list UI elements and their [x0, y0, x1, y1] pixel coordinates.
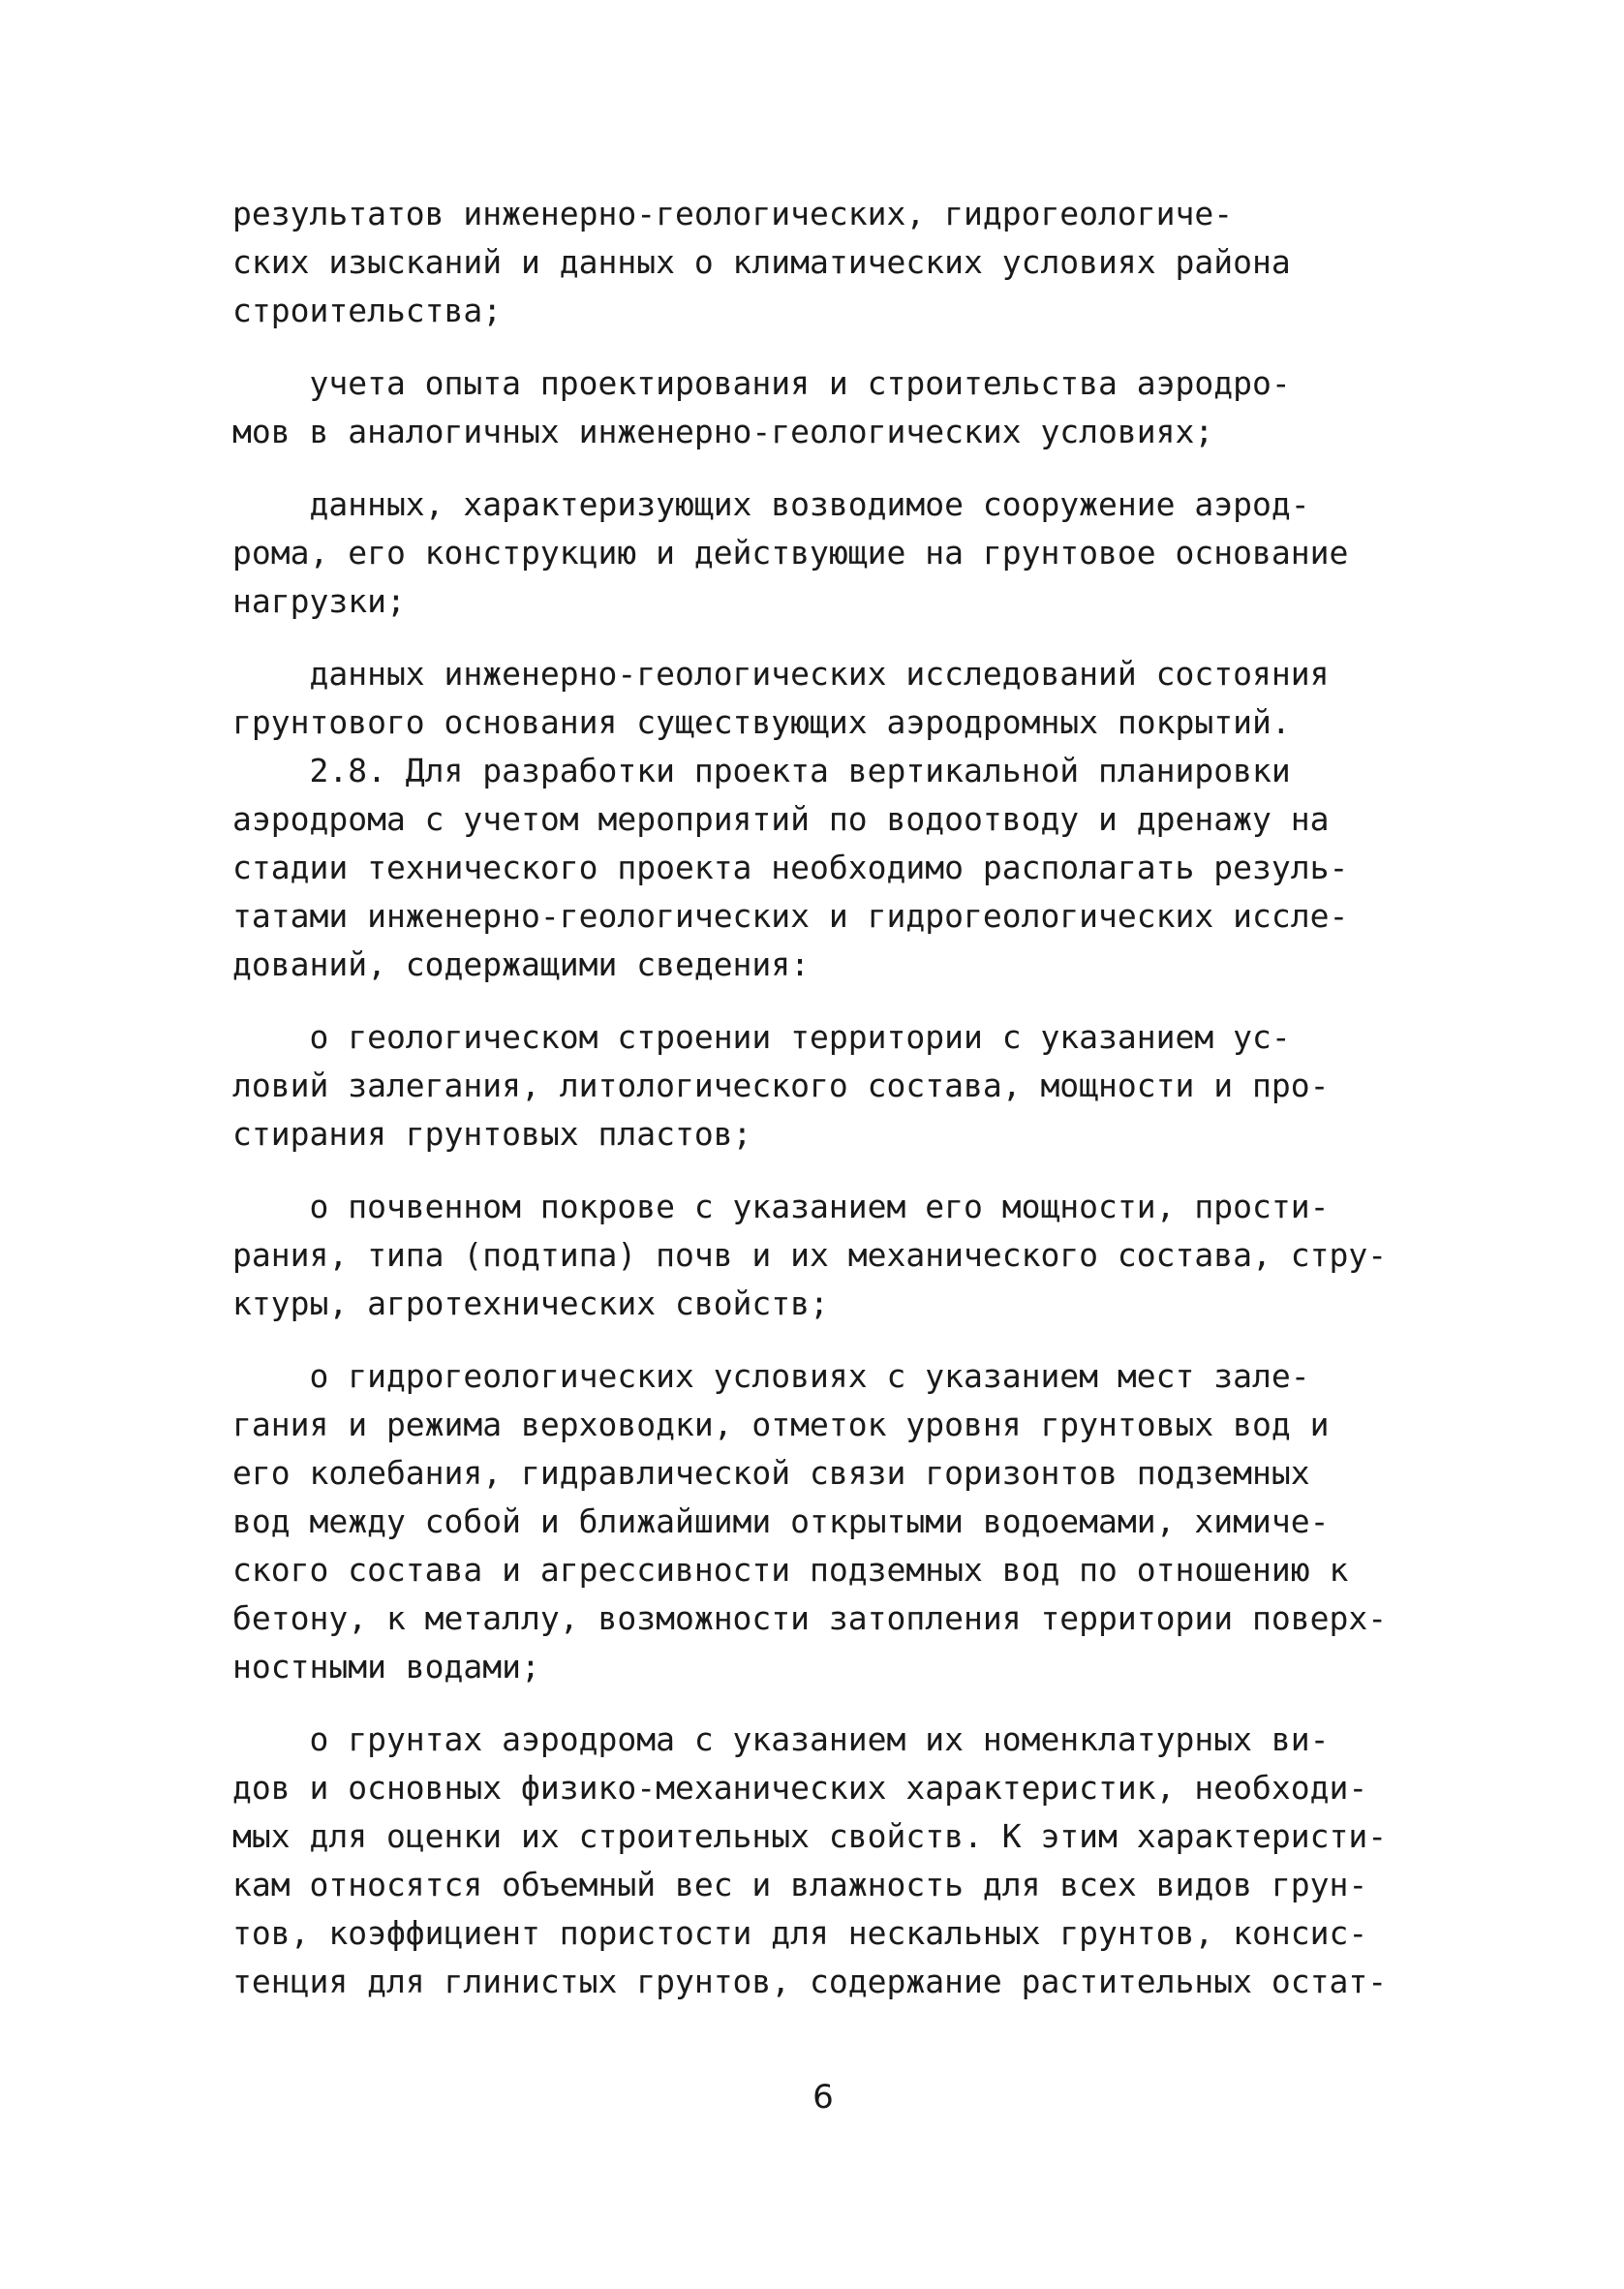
text-line: вод между собой и ближайшими открытыми водоемами, химиче- — [232, 1502, 1330, 1540]
text-line: о почвенном покрове с указанием его мощности, прости- — [232, 1188, 1330, 1225]
text-line: данных, характеризующих возводимое сооружение аэрод- — [232, 485, 1310, 523]
paragraph-soils — [232, 1716, 1404, 2006]
text-line: о грунтах аэродрома с указанием их номенклатурных ви- — [232, 1720, 1330, 1758]
text-line: данных инженерно-геологических исследований состояния — [232, 655, 1330, 693]
text-line: мых для оценки их строительных свойств. К этим характеристи- — [232, 1817, 1388, 1855]
text-line: ностными водами; — [232, 1648, 540, 1686]
text-line: нагрузки; — [232, 582, 406, 620]
text-line: гания и режима верховодки, отметок уровня грунтовых вод и — [232, 1406, 1330, 1443]
text-line: о геологическом строении территории с указанием ус- — [232, 1018, 1291, 1056]
text-line: тенция для глинистых грунтов, содержание растительных остат- — [232, 1963, 1388, 2000]
text-line: ловий залегания, литологического состава, мощности и про- — [232, 1067, 1330, 1104]
text-line: строительства; — [232, 292, 503, 329]
text-line: грунтового основания существующих аэродромных покрытий. — [232, 703, 1291, 741]
body-text — [232, 190, 1404, 2030]
text-line: мов в аналогичных инженерно-геологических условиях; — [232, 413, 1214, 450]
text-line: ктуры, агротехнических свойств; — [232, 1284, 829, 1322]
paragraph-geology — [232, 1013, 1404, 1159]
text-line: бетону, к металлу, возможности затопления территории поверх- — [232, 1599, 1388, 1637]
paragraph-soil-cover — [232, 1183, 1404, 1328]
paragraph-2 — [232, 359, 1404, 456]
text-line: аэродрома с учетом мероприятий по водоотводу и дренажу на — [232, 800, 1330, 838]
paragraph-1 — [232, 190, 1404, 335]
paragraph-section-2-8 — [232, 747, 1404, 989]
text-line: дований, содержащими сведения: — [232, 945, 811, 983]
page-number: 6 — [812, 2078, 834, 2117]
text-line: рома, его конструкцию и действующие на грунтовое основание — [232, 534, 1349, 572]
paragraph-hydrogeology — [232, 1352, 1404, 1691]
text-line: о гидрогеологических условиях с указанием мест зале- — [232, 1357, 1310, 1395]
text-line: стирания грунтовых пластов; — [232, 1115, 752, 1153]
text-line: ского состава и агрессивности подземных вод по отношению к — [232, 1551, 1349, 1589]
text-line: стадии технического проекта необходимо располагать резуль- — [232, 849, 1349, 886]
text-line: тов, коэффициент пористости для нескальных грунтов, консис- — [232, 1914, 1368, 1952]
paragraph-3 — [232, 480, 1404, 626]
text-line: 2.8. Для разработки проекта вертикальной планировки — [232, 752, 1291, 789]
text-line: результатов инженерно-геологических, гидрогеологиче- — [232, 195, 1234, 232]
text-line: рания, типа (подтипа) почв и их механического состава, стру- — [232, 1236, 1388, 1274]
text-line: татами инженерно-геологических и гидрогеологических иссле- — [232, 897, 1349, 935]
text-line: кам относятся объемный вес и влажность для всех видов грун- — [232, 1866, 1368, 1903]
text-line: дов и основных физико-механических характеристик, необходи- — [232, 1769, 1368, 1807]
text-line: ских изысканий и данных о климатических условиях района — [232, 243, 1291, 281]
text-line: его колебания, гидравлической связи горизонтов подземных — [232, 1454, 1310, 1492]
text-line: учета опыта проектирования и строительства аэродро- — [232, 364, 1291, 402]
paragraph-4 — [232, 650, 1404, 747]
